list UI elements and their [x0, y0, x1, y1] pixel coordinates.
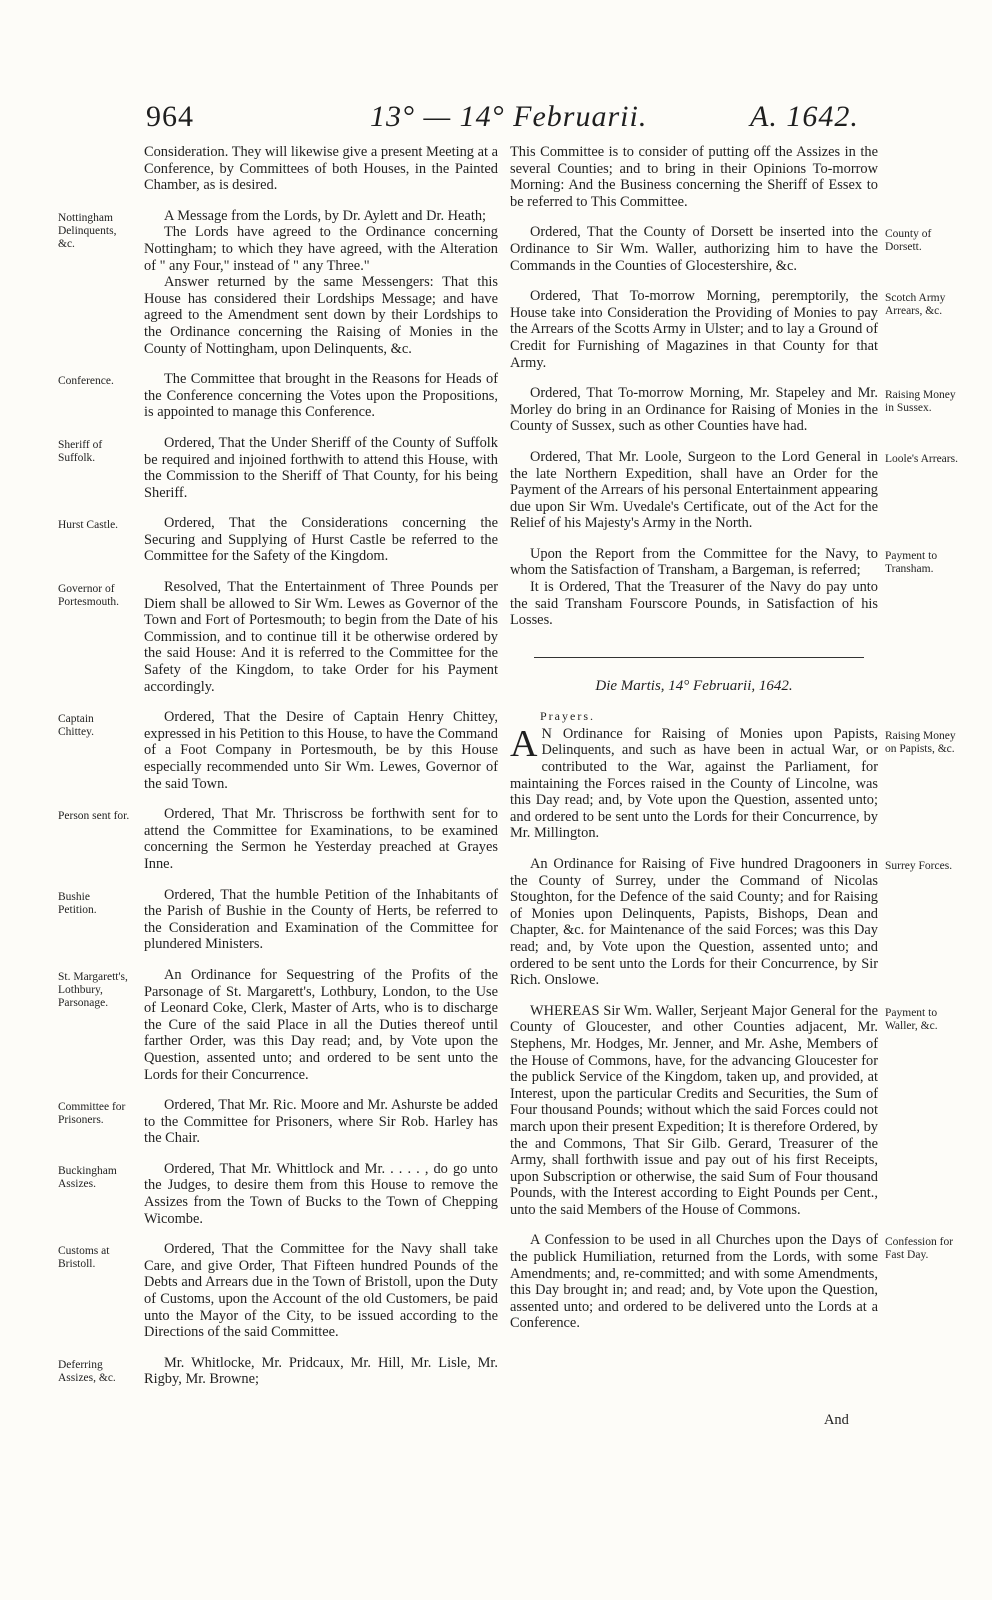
entry-paragraph: Ordered, That the Under Sheriff of the County of Suffolk be required and injoined forthwith to attend this House, with the Commission to the Sheriff of That County, for his being Sheriff.	[144, 434, 498, 501]
entry-body	[510, 546, 878, 629]
entry-paragraph: Resolved, That the Entertainment of Three Pounds per Diem shall be allowed to Sir Wm. Lewes as Governor of the Town and Fort of Portesmouth; to begin from the Date of his Commission, and to continue till it be otherwise ordered by the said House: And it is referred to the Committee for the Safety of the Kingdom, to take Order for his Payment accordingly.	[144, 579, 498, 695]
margin-note: County of Dorsett.	[885, 228, 932, 254]
margin-note: Scotch Army Arrears, &c.	[885, 292, 946, 318]
margin-note: Loole's Arrears.	[885, 452, 958, 465]
entry-body	[144, 579, 498, 695]
journal-entry	[58, 144, 498, 194]
margin-note: Payment to Waller, &c.	[885, 1006, 938, 1032]
right-column	[510, 144, 958, 1346]
journal-entry	[58, 208, 498, 357]
prayers-heading: Prayers.	[540, 708, 595, 723]
entry-paragraph: Ordered, That the Considerations concerning the Securing and Supplying of Hurst Castle be referred to the Committee for the Safety of the Kingdom.	[144, 515, 498, 565]
entry-paragraph: A Confession to be used in all Churches upon the Days of the publick Humiliation, returned from the Lords, with some Amendments; and, re-committed; and with some Amendments, this Day brought in; and read; and, by Vote upon the Question, assented unto; and ordered to be delivered unto the Lords at a Conference.	[510, 1232, 878, 1332]
entry-paragraph: The Lords have agreed to the Ordinance concerning Nottingham; to which they have agreed, with the Alteration of " any Four," instead of " any Three."	[144, 224, 498, 274]
entry-paragraph: The Committee that brought in the Reasons for Heads of the Conference concerning the Votes upon the Propositions, is appointed to manage this Conference.	[144, 371, 498, 421]
entry-body	[144, 1097, 498, 1147]
entry-paragraph: N Ordinance for Raising of Monies upon Papists, Delinquents, and such as have been in actual War, or contributed to the War, against the Parliament, for maintaining the Forces raised in the County of Lincolne, was this Day read; and, by Vote upon the Question, assented unto; and ordered to be sent unto the Lords for their Concurrence, by Mr. Millington.	[510, 725, 878, 842]
journal-entry	[58, 515, 498, 565]
entry-body	[144, 144, 498, 194]
entry-paragraph: Ordered, That To-morrow Morning, peremptorily, the House take into Consideration the Providing of Monies to pay the Arrears of the Scotts Army in Ulster; and to lay a Ground of Credit for Furnishing of Magazines in that County for that Army.	[510, 288, 878, 371]
journal-entry	[510, 449, 958, 532]
margin-note: Buckingham Assizes.	[58, 1164, 117, 1190]
entry-body	[510, 449, 878, 532]
margin-note: Captain Chittey.	[58, 713, 94, 739]
entry-body	[510, 1003, 878, 1219]
entry-paragraph: Ordered, That To-morrow Morning, Mr. Stapeley and Mr. Morley do bring in an Ordinance for Raising of Monies in the County of Sussex, such as other Counties have had.	[510, 385, 878, 435]
entry-body	[510, 1232, 878, 1332]
entry-paragraph: Answer returned by the same Messengers: That this House has considered their Lordships Message; and have agreed to the Amendment sent down by their Lordships to the Ordinance concerning the Raising of Monies in the County of Nottingham, upon Delinquents, &c.	[144, 274, 498, 357]
left-column	[58, 144, 498, 1402]
catchword: And	[824, 1412, 849, 1428]
entry-paragraph: Upon the Report from the Committee for the Navy, to whom the Satisfaction of Transham, a Bargeman, is referred;	[510, 545, 878, 579]
margin-note: Raising Money in Sussex.	[885, 389, 956, 415]
entry-paragraph: Ordered, That Mr. Ric. Moore and Mr. Ashurste be added to the Committee for Prisoners, where Sir Rob. Harley has the Chair.	[144, 1097, 498, 1147]
journal-entry	[510, 385, 958, 435]
journal-entry	[510, 1003, 958, 1219]
margin-note: Hurst Castle.	[58, 519, 119, 532]
margin-note: Person sent for.	[58, 810, 130, 823]
journal-entry	[58, 435, 498, 501]
journal-entry	[58, 579, 498, 695]
margin-note: Raising Money on Papists, &c.	[885, 729, 956, 755]
entry-paragraph: Ordered, That the humble Petition of the Inhabitants of the Parish of Bushie in the County of Herts, be referred to the Consideration and Examination of the Committee for plundered Ministers.	[144, 886, 498, 953]
entry-paragraph: WHEREAS Sir Wm. Waller, Serjeant Major General for the County of Gloucester, and other Counties adjacent, Mr. Stephens, Mr. Hodges, Mr. Jenner, and Mr. Ashe, Members of the House of Commons, have, for the advancing Gloucester for the publick Service of the Kingdom, taken up, and provided, at Interest, upon the particular Credits and Securities, the Sum of Four thousand Pounds; without which the said Forces could not march upon their present Expedition; It is therefore Ordered, by the and Commons, That Sir Gilb. Gerard, Treasurer of the Army, shall forthwith issue and pay out of his first Receipts, upon Subscription or otherwise, the said Sum of Four thousand Pounds, with the Interest according to Eight Pounds per Cent., unto the said Members of the House of Commons.	[510, 1002, 878, 1218]
entry-paragraph: An Ordinance for Raising of Five hundred Dragooners in the County of Surrey, under the Command of Nicolas Stoughton, for the Defence of the said County; and for Raising of Monies upon Delinquents, Papists, Bishops, Dean and Chapter, &c. for Maintenance of the said Forces; was this Day read; and, by Vote upon the Question, assented unto; and ordered to be sent unto the Lords for their Concurrence, by Sir Rich. Onslowe.	[510, 856, 878, 989]
margin-note: Bushie Petition.	[58, 890, 97, 916]
entry-paragraph: Consideration. They will likewise give a present Meeting at a Conference, by Committees of both Houses, in the Painted Chamber, as is desired.	[144, 144, 498, 194]
page-header	[0, 100, 992, 140]
margin-note: Customs at Bristoll.	[58, 1245, 110, 1271]
entry-body	[144, 1241, 498, 1341]
journal-entry	[510, 288, 958, 371]
journal-entry	[58, 1241, 498, 1341]
entry-body	[144, 1355, 498, 1388]
journal-entry	[58, 709, 498, 792]
journal-entry	[58, 967, 498, 1083]
journal-entry	[510, 144, 958, 210]
journal-entry	[58, 1161, 498, 1227]
margin-note: Nottingham Delinquents, &c.	[58, 211, 117, 250]
margin-note: Confession for Fast Day.	[885, 1236, 954, 1262]
page-date: 13° — 14° Februarii.	[370, 100, 648, 133]
entry-body	[510, 856, 878, 989]
entry-paragraph: Ordered, That Mr. Whittlock and Mr. . . . . , do go unto the Judges, to desire them from this House to remove the Assizes from the Town of Bucks to the Town of Chepping Wicombe.	[144, 1160, 498, 1227]
margin-note: Committee for Prisoners.	[58, 1101, 126, 1127]
page-number: 964	[146, 100, 194, 133]
entry-body	[144, 371, 498, 421]
entry-body	[144, 806, 498, 872]
drop-cap: A	[510, 722, 538, 765]
entry-paragraph: Ordered, That the Desire of Captain Henry Chittey, expressed in his Petition to this House, to have the Command of a Foot Company in Portesmouth, be by this House especially recommended unto Sir Wm. Lewes, Governor of the said Town.	[144, 709, 498, 792]
journal-entry	[510, 722, 958, 842]
entry-body	[144, 435, 498, 501]
entry-paragraph: This Committee is to consider of putting off the Assizes in the several Counties; and to bring in their Opinions To-morrow Morning: And the Business concerning the Sheriff of Essex to be referred to This Committee.	[510, 144, 878, 210]
entry-paragraph: It is Ordered, That the Treasurer of the Navy do pay unto the said Transham Fourscore Pounds, in Satisfaction of his Losses.	[510, 579, 878, 629]
entry-body	[144, 208, 498, 357]
margin-note: Conference.	[58, 375, 114, 388]
margin-note: Governor of Portesmouth.	[58, 583, 120, 609]
right-column-top	[510, 144, 958, 629]
journal-entry	[510, 856, 958, 989]
journal-entry	[58, 371, 498, 421]
journal-entry	[58, 887, 498, 953]
entry-body	[144, 515, 498, 565]
entry-body	[144, 1161, 498, 1227]
entry-paragraph: Ordered, That the County of Dorsett be inserted into the Ordinance to Sir Wm. Waller, authorizing him to have the Commands in the Counties of Glocestershire, &c.	[510, 224, 878, 274]
entry-body	[510, 722, 878, 842]
margin-note: Deferring Assizes, &c.	[58, 1358, 116, 1384]
entry-body	[510, 224, 878, 274]
entry-body	[144, 887, 498, 953]
entry-paragraph: A Message from the Lords, by Dr. Aylett and Dr. Heath;	[164, 207, 487, 224]
page-year: A. 1642.	[750, 100, 859, 133]
journal-entry	[510, 224, 958, 274]
margin-note: St. Margarett's, Lothbury, Parsonage.	[58, 970, 128, 1009]
day-heading: Die Martis, 14° Februarii, 1642.	[595, 677, 793, 694]
entry-body	[510, 288, 878, 371]
entry-paragraph: An Ordinance for Sequestring of the Profits of the Parsonage of St. Margarett's, Lothbury, London, to the Use of Leonard Coke, Clerk, Master of Arts, who is to discharge the Cure of the said Place in all the Duties thereof until farther Order, was this Day read; and, by Vote upon the Question, assented unto; and ordered to be sent unto the Lords for their Concurrence.	[144, 966, 498, 1083]
margin-note: Surrey Forces.	[885, 860, 953, 872]
journal-entry	[510, 546, 958, 629]
journal-entry	[58, 1355, 498, 1388]
entry-body	[510, 144, 878, 210]
journal-entry	[510, 1232, 958, 1332]
entry-paragraph: Mr. Whitlocke, Mr. Pridcaux, Mr. Hill, Mr. Lisle, Mr. Rigby, Mr. Browne;	[144, 1354, 498, 1388]
entry-body	[144, 709, 498, 792]
journal-entry	[58, 806, 498, 872]
entry-paragraph: Ordered, That Mr. Loole, Surgeon to the Lord General in the late Northern Expedition, shall have an Order for the Payment of the Arrears of his personal Entertainment appearing due upon Sir Wm. Uvedale's Certificate, out of the Act for the Relief of his Majesty's Army in the North.	[510, 448, 878, 532]
margin-note: Payment to Transham.	[885, 549, 938, 575]
entry-paragraph: Ordered, That Mr. Thriscross be forthwith sent for to attend the Committee for Examinations, to be examined concerning the Sermon he Yesterday preached at Grayes Inne.	[144, 806, 498, 872]
right-column-bottom	[510, 722, 958, 1332]
section-divider	[534, 657, 864, 658]
margin-note: Sheriff of Suffolk.	[58, 438, 103, 464]
journal-entry	[58, 1097, 498, 1147]
entry-paragraph: Ordered, That the Committee for the Navy shall take Care, and give Order, That Fifteen hundred Pounds of the Debts and Arrears due in the Town of Bristoll, upon the Duty of Customs, upon the Account of the old Customers, be paid unto the Mayor of the City, to be issued according to the Directions of the said Committee.	[144, 1241, 498, 1341]
entry-body	[510, 385, 878, 435]
entry-body	[144, 967, 498, 1083]
